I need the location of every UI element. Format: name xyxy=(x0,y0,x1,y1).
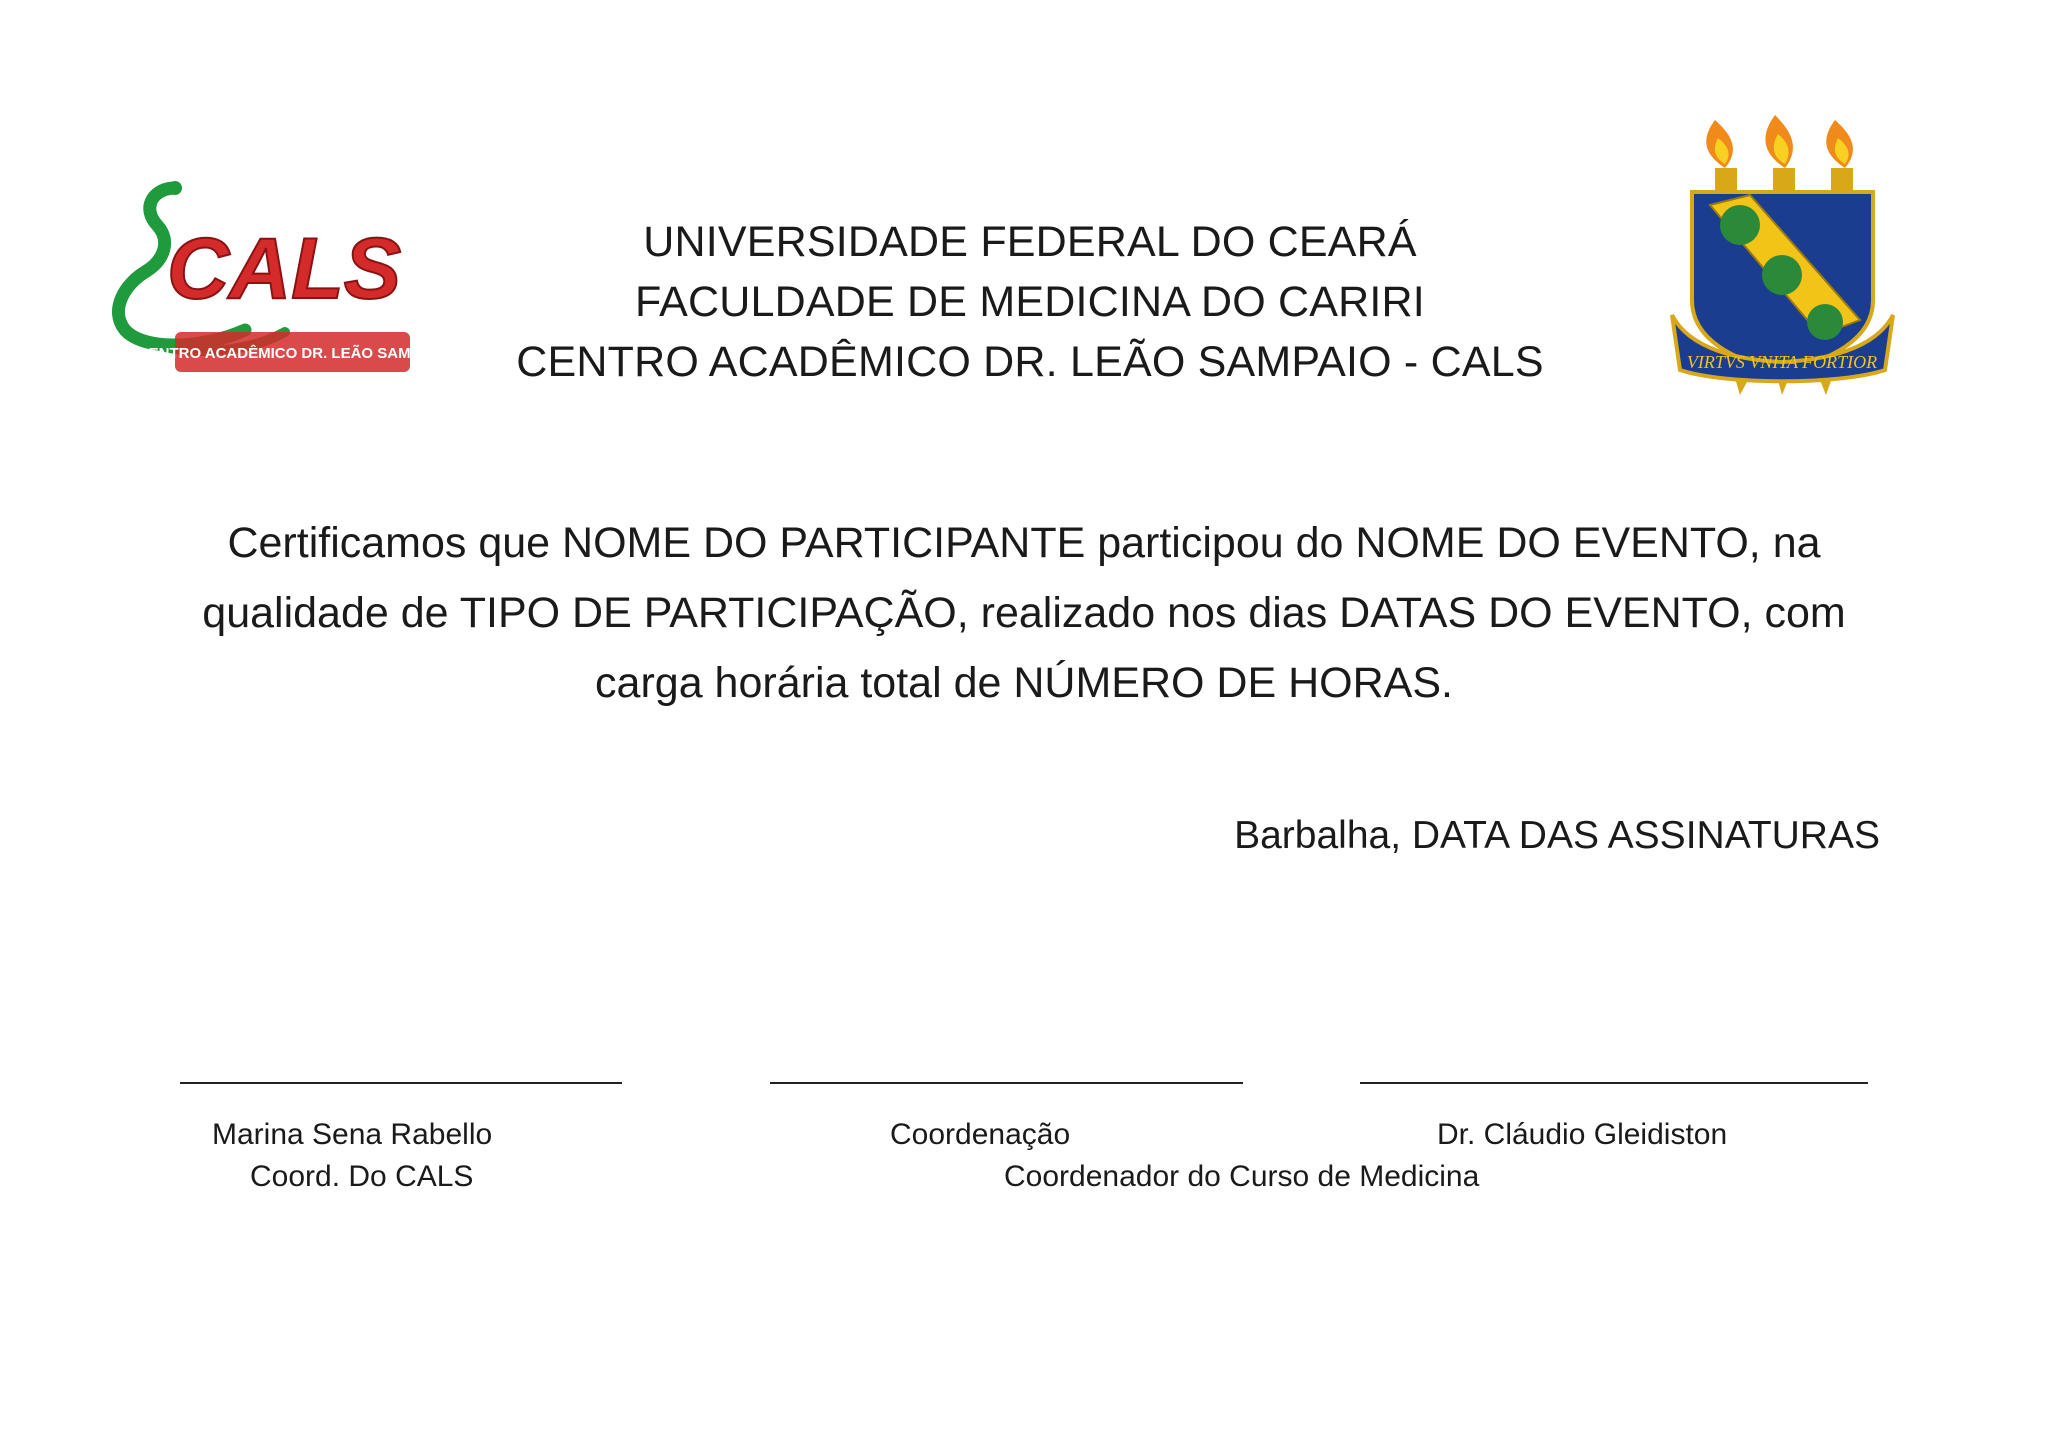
header-faculty: FACULDADE DE MEDICINA DO CARIRI xyxy=(635,278,1425,326)
ufc-motto: VIRTVS VNITA FORTIOR xyxy=(1686,352,1878,372)
header-university: UNIVERSIDADE FEDERAL DO CEARÁ xyxy=(643,218,1417,266)
signer-left-role: Coord. Do CALS xyxy=(250,1160,474,1193)
signature-line-right xyxy=(1360,1082,1868,1084)
cals-logo xyxy=(95,180,425,380)
signature-line-left xyxy=(180,1082,622,1084)
signer-right-name: Dr. Cláudio Gleidiston xyxy=(1437,1118,1728,1151)
place-and-date: Barbalha, DATA DAS ASSINATURAS xyxy=(1234,814,1880,857)
signature-line-middle xyxy=(770,1082,1243,1084)
cals-logo-text: CALS xyxy=(167,221,402,317)
institution-header xyxy=(430,212,1630,392)
signer-right-role: Coordenador do Curso de Medicina xyxy=(1004,1160,1480,1193)
signer-middle-name: Coordenação xyxy=(890,1118,1071,1151)
cals-logo-subtitle: CENTRO ACADÊMICO DR. LEÃO SAMPAIO xyxy=(137,345,425,362)
header-center: CENTRO ACADÊMICO DR. LEÃO SAMPAIO - CALS xyxy=(516,338,1544,386)
certificate-statement: Certificamos que NOME DO PARTICIPANTE participou do NOME DO EVENTO, na qualidade de TIPO DE PARTICIPAÇÃO, realizado nos dias DATAS DO EVENTO, com carga horária total de NÚMERO DE HORAS. xyxy=(202,519,1846,707)
torch-flame-icon xyxy=(1706,115,1853,168)
signer-left-name: Marina Sena Rabello xyxy=(212,1118,493,1151)
ufc-coat-of-arms xyxy=(1670,110,1895,395)
